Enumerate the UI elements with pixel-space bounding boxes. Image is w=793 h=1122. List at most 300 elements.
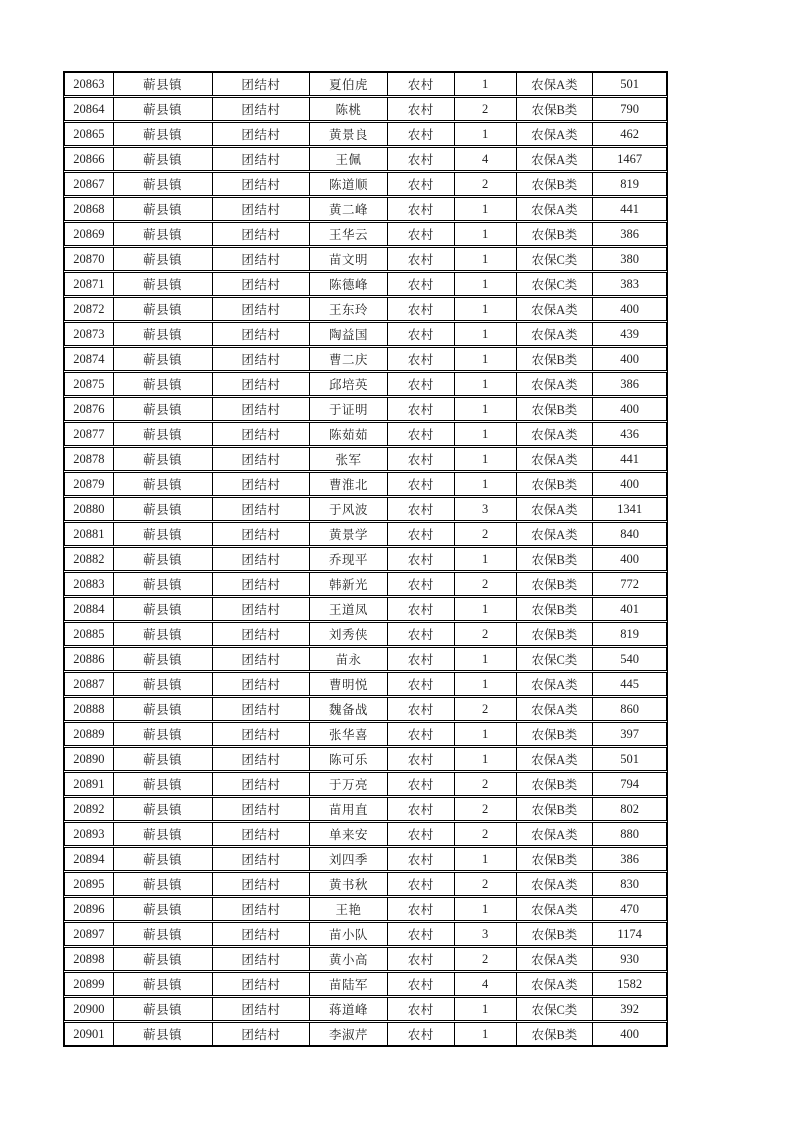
insurance-class: 农保A类 bbox=[517, 323, 594, 345]
record-id: 20868 bbox=[65, 198, 114, 220]
person-name: 陈茹茹 bbox=[310, 423, 388, 445]
person-count: 3 bbox=[455, 923, 517, 945]
residence-type: 农村 bbox=[388, 523, 455, 545]
record-id: 20877 bbox=[65, 423, 114, 445]
insurance-class: 农保B类 bbox=[517, 1023, 594, 1045]
record-id: 20867 bbox=[65, 173, 114, 195]
table-row bbox=[64, 72, 667, 96]
person-name: 王艳 bbox=[310, 898, 388, 920]
record-id: 20892 bbox=[65, 798, 114, 820]
village: 团结村 bbox=[213, 473, 311, 495]
village: 团结村 bbox=[213, 373, 311, 395]
person-count: 1 bbox=[455, 198, 517, 220]
amount: 386 bbox=[620, 376, 639, 391]
amount: 1467 bbox=[617, 151, 643, 166]
record-id: 20871 bbox=[65, 273, 114, 295]
residence-type: 农村 bbox=[388, 748, 455, 770]
village: 团结村 bbox=[213, 1023, 311, 1045]
table-body bbox=[64, 72, 667, 1046]
insurance-class: 农保C类 bbox=[517, 998, 594, 1020]
insurance-class: 农保A类 bbox=[517, 423, 594, 445]
town: 蕲县镇 bbox=[114, 573, 213, 595]
record-id: 20874 bbox=[65, 348, 114, 370]
insurance-class: 农保B类 bbox=[517, 548, 594, 570]
village: 团结村 bbox=[213, 248, 311, 270]
village: 团结村 bbox=[213, 748, 311, 770]
table-row bbox=[64, 1022, 667, 1046]
table-row bbox=[64, 322, 667, 346]
record-id: 20870 bbox=[65, 248, 114, 270]
town: 蕲县镇 bbox=[114, 498, 213, 520]
insurance-class: 农保B类 bbox=[517, 723, 594, 745]
amount: 400 bbox=[620, 551, 639, 566]
town: 蕲县镇 bbox=[114, 648, 213, 670]
village: 团结村 bbox=[213, 98, 311, 120]
record-id: 20881 bbox=[65, 523, 114, 545]
person-count: 1 bbox=[455, 748, 517, 770]
insurance-class: 农保A类 bbox=[517, 198, 594, 220]
person-name: 于万亮 bbox=[310, 773, 388, 795]
town: 蕲县镇 bbox=[114, 948, 213, 970]
person-count: 1 bbox=[455, 123, 517, 145]
table-row bbox=[64, 122, 667, 146]
person-count: 1 bbox=[455, 448, 517, 470]
amount: 383 bbox=[620, 276, 639, 291]
person-count: 1 bbox=[455, 998, 517, 1020]
person-count: 1 bbox=[455, 73, 517, 95]
table-row bbox=[64, 172, 667, 196]
town: 蕲县镇 bbox=[114, 548, 213, 570]
record-id: 20890 bbox=[65, 748, 114, 770]
amount: 436 bbox=[620, 426, 639, 441]
record-id: 20887 bbox=[65, 673, 114, 695]
person-count: 2 bbox=[455, 773, 517, 795]
village: 团结村 bbox=[213, 123, 311, 145]
person-count: 1 bbox=[455, 248, 517, 270]
town: 蕲县镇 bbox=[114, 598, 213, 620]
person-count: 2 bbox=[455, 623, 517, 645]
insurance-class: 农保A类 bbox=[517, 873, 594, 895]
amount: 819 bbox=[620, 626, 639, 641]
person-count: 1 bbox=[455, 473, 517, 495]
person-name: 张军 bbox=[310, 448, 388, 470]
insurance-class: 农保B类 bbox=[517, 623, 594, 645]
amount: 930 bbox=[620, 951, 639, 966]
person-count: 2 bbox=[455, 698, 517, 720]
amount: 397 bbox=[620, 726, 639, 741]
village: 团结村 bbox=[213, 423, 311, 445]
record-id: 20891 bbox=[65, 773, 114, 795]
person-name: 刘四季 bbox=[310, 848, 388, 870]
town: 蕲县镇 bbox=[114, 198, 213, 220]
person-name: 黄小高 bbox=[310, 948, 388, 970]
town: 蕲县镇 bbox=[114, 723, 213, 745]
table-row bbox=[64, 447, 667, 471]
record-id: 20884 bbox=[65, 598, 114, 620]
town: 蕲县镇 bbox=[114, 398, 213, 420]
amount: 380 bbox=[620, 251, 639, 266]
amount: 1582 bbox=[617, 976, 643, 991]
table-row bbox=[64, 97, 667, 121]
residence-type: 农村 bbox=[388, 73, 455, 95]
record-id: 20876 bbox=[65, 398, 114, 420]
amount: 840 bbox=[620, 526, 639, 541]
village: 团结村 bbox=[213, 323, 311, 345]
table-row bbox=[64, 197, 667, 221]
residence-type: 农村 bbox=[388, 198, 455, 220]
residence-type: 农村 bbox=[388, 873, 455, 895]
village: 团结村 bbox=[213, 148, 311, 170]
town: 蕲县镇 bbox=[114, 298, 213, 320]
residence-type: 农村 bbox=[388, 423, 455, 445]
person-count: 1 bbox=[455, 848, 517, 870]
village: 团结村 bbox=[213, 598, 311, 620]
table-row bbox=[64, 922, 667, 946]
amount: 400 bbox=[620, 476, 639, 491]
insurance-class: 农保B类 bbox=[517, 98, 594, 120]
insurance-class: 农保A类 bbox=[517, 973, 594, 995]
residence-type: 农村 bbox=[388, 248, 455, 270]
town: 蕲县镇 bbox=[114, 323, 213, 345]
village: 团结村 bbox=[213, 848, 311, 870]
town: 蕲县镇 bbox=[114, 73, 213, 95]
table-row bbox=[64, 222, 667, 246]
table-row bbox=[64, 997, 667, 1021]
table-row bbox=[64, 472, 667, 496]
person-count: 1 bbox=[455, 723, 517, 745]
amount: 401 bbox=[620, 601, 639, 616]
residence-type: 农村 bbox=[388, 398, 455, 420]
residence-type: 农村 bbox=[388, 273, 455, 295]
person-name: 黄景学 bbox=[310, 523, 388, 545]
town: 蕲县镇 bbox=[114, 698, 213, 720]
person-name: 李淑芹 bbox=[310, 1023, 388, 1045]
person-count: 1 bbox=[455, 398, 517, 420]
person-count: 1 bbox=[455, 423, 517, 445]
person-count: 4 bbox=[455, 148, 517, 170]
record-id: 20897 bbox=[65, 923, 114, 945]
insurance-class: 农保A类 bbox=[517, 823, 594, 845]
person-count: 1 bbox=[455, 223, 517, 245]
village: 团结村 bbox=[213, 673, 311, 695]
table-row bbox=[64, 397, 667, 421]
amount: 386 bbox=[620, 851, 639, 866]
residence-type: 农村 bbox=[388, 123, 455, 145]
record-id: 20896 bbox=[65, 898, 114, 920]
amount: 802 bbox=[620, 801, 639, 816]
person-name: 王华云 bbox=[310, 223, 388, 245]
amount: 880 bbox=[620, 826, 639, 841]
village: 团结村 bbox=[213, 573, 311, 595]
amount: 860 bbox=[620, 701, 639, 716]
village: 团结村 bbox=[213, 448, 311, 470]
town: 蕲县镇 bbox=[114, 873, 213, 895]
village: 团结村 bbox=[213, 523, 311, 545]
person-name: 陈桃 bbox=[310, 98, 388, 120]
village: 团结村 bbox=[213, 898, 311, 920]
town: 蕲县镇 bbox=[114, 923, 213, 945]
residence-type: 农村 bbox=[388, 723, 455, 745]
person-count: 1 bbox=[455, 648, 517, 670]
residence-type: 农村 bbox=[388, 923, 455, 945]
village: 团结村 bbox=[213, 173, 311, 195]
table-row bbox=[64, 347, 667, 371]
table-row bbox=[64, 772, 667, 796]
person-name: 黄书秋 bbox=[310, 873, 388, 895]
insurance-class: 农保A类 bbox=[517, 748, 594, 770]
person-name: 乔现平 bbox=[310, 548, 388, 570]
insurance-class: 农保C类 bbox=[517, 248, 594, 270]
person-count: 2 bbox=[455, 948, 517, 970]
person-name: 王道凤 bbox=[310, 598, 388, 620]
residence-type: 农村 bbox=[388, 548, 455, 570]
residence-type: 农村 bbox=[388, 673, 455, 695]
record-id: 20882 bbox=[65, 548, 114, 570]
table-row bbox=[64, 647, 667, 671]
town: 蕲县镇 bbox=[114, 848, 213, 870]
record-id: 20864 bbox=[65, 98, 114, 120]
record-id: 20898 bbox=[65, 948, 114, 970]
records-table bbox=[63, 71, 668, 1047]
town: 蕲县镇 bbox=[114, 98, 213, 120]
table-row bbox=[64, 372, 667, 396]
table-row bbox=[64, 947, 667, 971]
amount: 794 bbox=[620, 776, 639, 791]
record-id: 20889 bbox=[65, 723, 114, 745]
town: 蕲县镇 bbox=[114, 123, 213, 145]
record-id: 20885 bbox=[65, 623, 114, 645]
person-name: 王佩 bbox=[310, 148, 388, 170]
person-name: 单来安 bbox=[310, 823, 388, 845]
record-id: 20879 bbox=[65, 473, 114, 495]
person-count: 1 bbox=[455, 1023, 517, 1045]
insurance-class: 农保A类 bbox=[517, 523, 594, 545]
town: 蕲县镇 bbox=[114, 523, 213, 545]
person-name: 黄景良 bbox=[310, 123, 388, 145]
amount: 772 bbox=[620, 576, 639, 591]
record-id: 20883 bbox=[65, 573, 114, 595]
person-name: 曹明悦 bbox=[310, 673, 388, 695]
town: 蕲县镇 bbox=[114, 173, 213, 195]
person-name: 陈可乐 bbox=[310, 748, 388, 770]
person-name: 苗永 bbox=[310, 648, 388, 670]
residence-type: 农村 bbox=[388, 348, 455, 370]
person-name: 曹二庆 bbox=[310, 348, 388, 370]
village: 团结村 bbox=[213, 698, 311, 720]
amount: 462 bbox=[620, 126, 639, 141]
person-count: 1 bbox=[455, 298, 517, 320]
amount: 819 bbox=[620, 176, 639, 191]
person-count: 3 bbox=[455, 498, 517, 520]
record-id: 20880 bbox=[65, 498, 114, 520]
village: 团结村 bbox=[213, 73, 311, 95]
amount: 400 bbox=[620, 301, 639, 316]
town: 蕲县镇 bbox=[114, 148, 213, 170]
amount: 400 bbox=[620, 1026, 639, 1041]
residence-type: 农村 bbox=[388, 798, 455, 820]
insurance-class: 农保B类 bbox=[517, 923, 594, 945]
table-row bbox=[64, 872, 667, 896]
person-name: 王东玲 bbox=[310, 298, 388, 320]
person-count: 1 bbox=[455, 273, 517, 295]
record-id: 20893 bbox=[65, 823, 114, 845]
insurance-class: 农保A类 bbox=[517, 448, 594, 470]
record-id: 20866 bbox=[65, 148, 114, 170]
amount: 392 bbox=[620, 1001, 639, 1016]
record-id: 20886 bbox=[65, 648, 114, 670]
residence-type: 农村 bbox=[388, 448, 455, 470]
residence-type: 农村 bbox=[388, 148, 455, 170]
amount: 441 bbox=[620, 201, 639, 216]
person-name: 黄二峰 bbox=[310, 198, 388, 220]
amount: 540 bbox=[620, 651, 639, 666]
insurance-class: 农保C类 bbox=[517, 648, 594, 670]
town: 蕲县镇 bbox=[114, 273, 213, 295]
table-row bbox=[64, 247, 667, 271]
insurance-class: 农保A类 bbox=[517, 73, 594, 95]
village: 团结村 bbox=[213, 723, 311, 745]
town: 蕲县镇 bbox=[114, 473, 213, 495]
person-name: 陈德峰 bbox=[310, 273, 388, 295]
person-count: 1 bbox=[455, 548, 517, 570]
record-id: 20863 bbox=[65, 73, 114, 95]
person-name: 苗小队 bbox=[310, 923, 388, 945]
table-row bbox=[64, 972, 667, 996]
village: 团结村 bbox=[213, 998, 311, 1020]
residence-type: 农村 bbox=[388, 948, 455, 970]
record-id: 20878 bbox=[65, 448, 114, 470]
record-id: 20900 bbox=[65, 998, 114, 1020]
village: 团结村 bbox=[213, 398, 311, 420]
insurance-class: 农保A类 bbox=[517, 898, 594, 920]
insurance-class: 农保A类 bbox=[517, 148, 594, 170]
person-count: 2 bbox=[455, 823, 517, 845]
insurance-class: 农保A类 bbox=[517, 498, 594, 520]
residence-type: 农村 bbox=[388, 848, 455, 870]
village: 团结村 bbox=[213, 348, 311, 370]
amount: 470 bbox=[620, 901, 639, 916]
town: 蕲县镇 bbox=[114, 348, 213, 370]
village: 团结村 bbox=[213, 873, 311, 895]
insurance-class: 农保A类 bbox=[517, 948, 594, 970]
town: 蕲县镇 bbox=[114, 973, 213, 995]
residence-type: 农村 bbox=[388, 698, 455, 720]
person-name: 刘秀侠 bbox=[310, 623, 388, 645]
person-name: 张华喜 bbox=[310, 723, 388, 745]
insurance-class: 农保B类 bbox=[517, 598, 594, 620]
record-id: 20888 bbox=[65, 698, 114, 720]
insurance-class: 农保B类 bbox=[517, 773, 594, 795]
person-count: 2 bbox=[455, 523, 517, 545]
person-name: 陶益国 bbox=[310, 323, 388, 345]
residence-type: 农村 bbox=[388, 323, 455, 345]
town: 蕲县镇 bbox=[114, 248, 213, 270]
village: 团结村 bbox=[213, 498, 311, 520]
table-row bbox=[64, 297, 667, 321]
town: 蕲县镇 bbox=[114, 998, 213, 1020]
amount: 501 bbox=[620, 751, 639, 766]
town: 蕲县镇 bbox=[114, 373, 213, 395]
person-name: 夏伯虎 bbox=[310, 73, 388, 95]
village: 团结村 bbox=[213, 823, 311, 845]
village: 团结村 bbox=[213, 223, 311, 245]
insurance-class: 农保B类 bbox=[517, 573, 594, 595]
table-row bbox=[64, 272, 667, 296]
insurance-class: 农保A类 bbox=[517, 673, 594, 695]
person-name: 苗文明 bbox=[310, 248, 388, 270]
record-id: 20873 bbox=[65, 323, 114, 345]
residence-type: 农村 bbox=[388, 473, 455, 495]
residence-type: 农村 bbox=[388, 648, 455, 670]
town: 蕲县镇 bbox=[114, 748, 213, 770]
town: 蕲县镇 bbox=[114, 623, 213, 645]
amount: 441 bbox=[620, 451, 639, 466]
table-row bbox=[64, 597, 667, 621]
insurance-class: 农保A类 bbox=[517, 298, 594, 320]
table-row bbox=[64, 672, 667, 696]
record-id: 20869 bbox=[65, 223, 114, 245]
town: 蕲县镇 bbox=[114, 448, 213, 470]
residence-type: 农村 bbox=[388, 773, 455, 795]
person-count: 2 bbox=[455, 173, 517, 195]
town: 蕲县镇 bbox=[114, 798, 213, 820]
amount: 1341 bbox=[617, 501, 643, 516]
village: 团结村 bbox=[213, 623, 311, 645]
record-id: 20895 bbox=[65, 873, 114, 895]
table-row bbox=[64, 547, 667, 571]
town: 蕲县镇 bbox=[114, 898, 213, 920]
amount: 1174 bbox=[617, 926, 642, 941]
person-count: 1 bbox=[455, 598, 517, 620]
amount: 790 bbox=[620, 101, 639, 116]
residence-type: 农村 bbox=[388, 98, 455, 120]
town: 蕲县镇 bbox=[114, 1023, 213, 1045]
person-name: 陈道顺 bbox=[310, 173, 388, 195]
village: 团结村 bbox=[213, 273, 311, 295]
person-count: 1 bbox=[455, 898, 517, 920]
town: 蕲县镇 bbox=[114, 823, 213, 845]
person-count: 1 bbox=[455, 673, 517, 695]
table-row bbox=[64, 422, 667, 446]
table-row bbox=[64, 497, 667, 521]
person-count: 2 bbox=[455, 873, 517, 895]
person-name: 苗陆军 bbox=[310, 973, 388, 995]
person-name: 曹淮北 bbox=[310, 473, 388, 495]
person-name: 韩新光 bbox=[310, 573, 388, 595]
village: 团结村 bbox=[213, 648, 311, 670]
record-id: 20899 bbox=[65, 973, 114, 995]
record-id: 20865 bbox=[65, 123, 114, 145]
record-id: 20901 bbox=[65, 1023, 114, 1045]
residence-type: 农村 bbox=[388, 373, 455, 395]
residence-type: 农村 bbox=[388, 298, 455, 320]
village: 团结村 bbox=[213, 548, 311, 570]
record-id: 20894 bbox=[65, 848, 114, 870]
town: 蕲县镇 bbox=[114, 423, 213, 445]
residence-type: 农村 bbox=[388, 573, 455, 595]
amount: 400 bbox=[620, 351, 639, 366]
person-name: 蒋道峰 bbox=[310, 998, 388, 1020]
residence-type: 农村 bbox=[388, 823, 455, 845]
insurance-class: 农保C类 bbox=[517, 273, 594, 295]
table-row bbox=[64, 147, 667, 171]
person-count: 1 bbox=[455, 348, 517, 370]
village: 团结村 bbox=[213, 773, 311, 795]
insurance-class: 农保B类 bbox=[517, 798, 594, 820]
insurance-class: 农保B类 bbox=[517, 473, 594, 495]
town: 蕲县镇 bbox=[114, 773, 213, 795]
residence-type: 农村 bbox=[388, 973, 455, 995]
